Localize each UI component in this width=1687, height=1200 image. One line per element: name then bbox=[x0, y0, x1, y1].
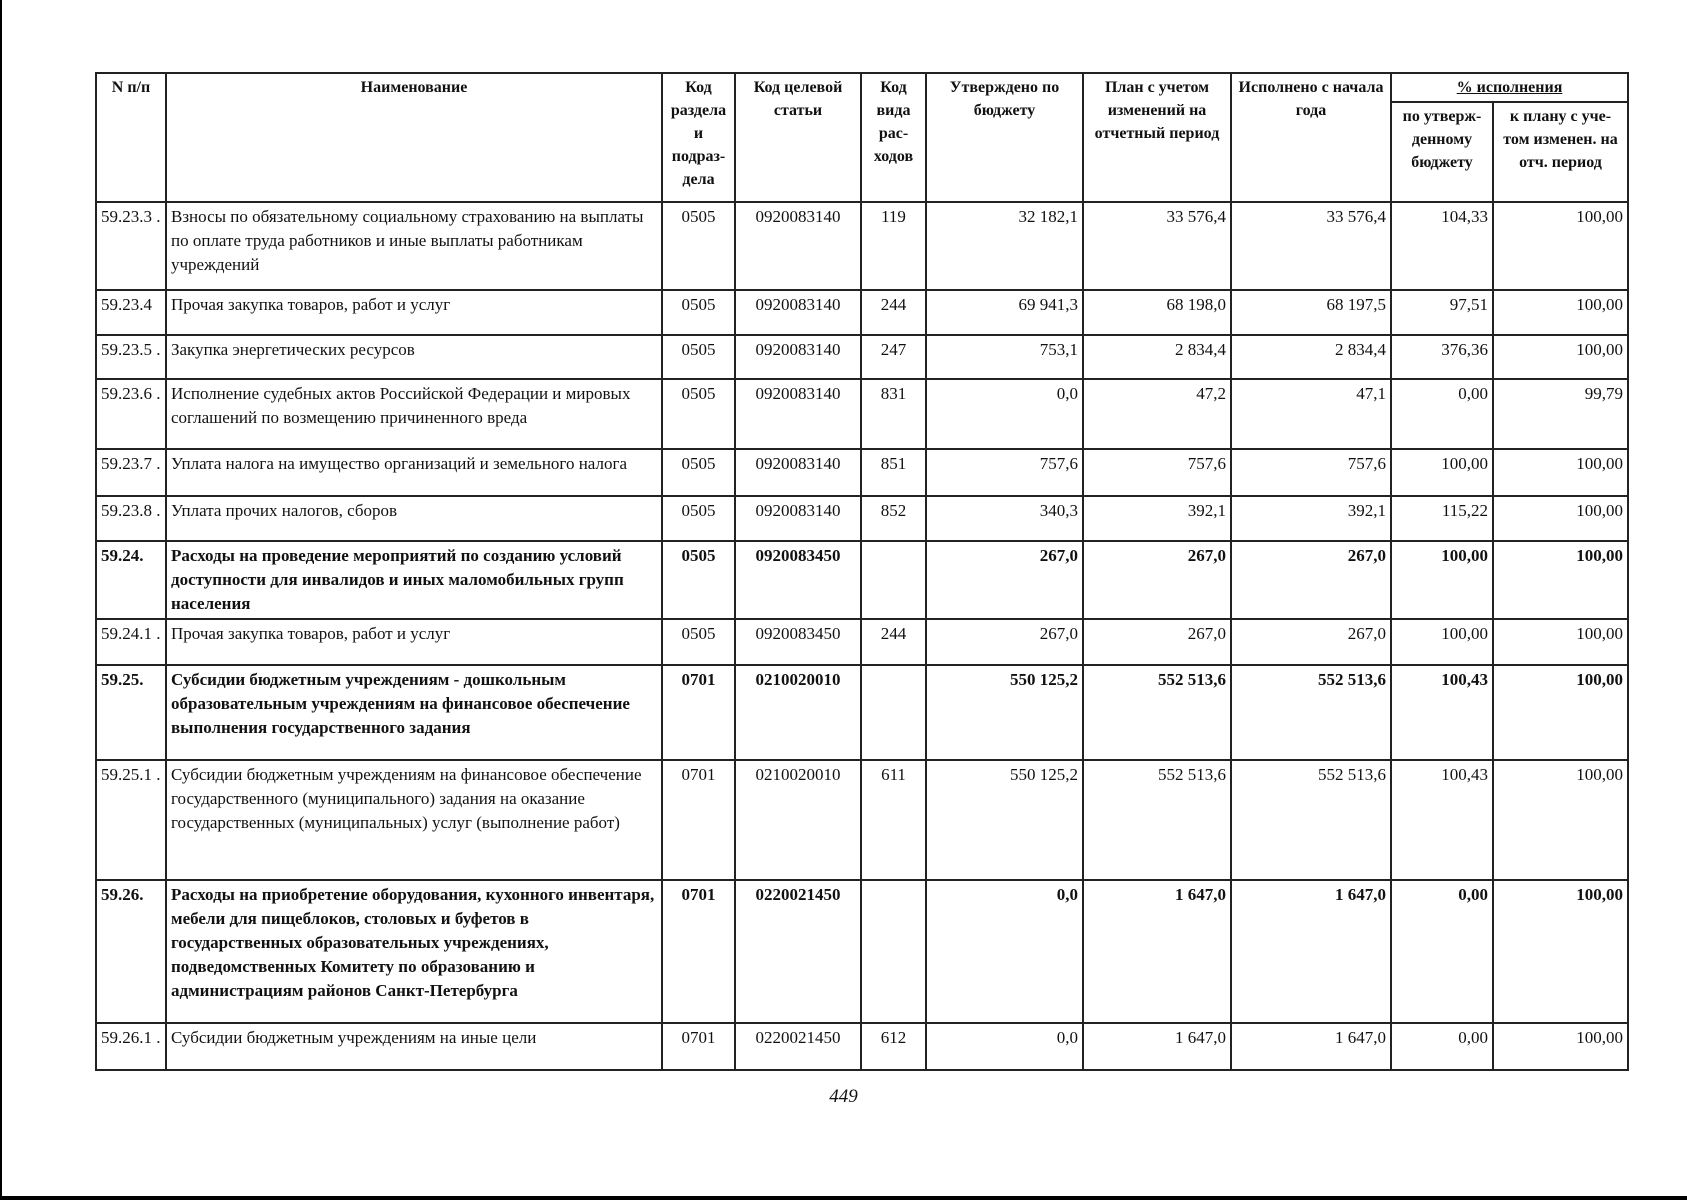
row-executed: 1 647,0 bbox=[1231, 1023, 1391, 1070]
row-section-code: 0505 bbox=[662, 290, 735, 335]
row-name: Субсидии бюджетным учреждениям - дошкольным образовательным учреждениям на финансовое обеспечение выполнения государственного задания bbox=[166, 665, 662, 760]
row-name: Прочая закупка товаров, работ и услуг bbox=[166, 619, 662, 665]
header-target-code: Код целевой статьи bbox=[735, 73, 861, 202]
row-pct-approved: 100,43 bbox=[1391, 665, 1493, 760]
table-row bbox=[96, 1023, 1628, 1070]
header-section-code: Код раздела и подраз-дела bbox=[662, 73, 735, 202]
row-name: Прочая закупка товаров, работ и услуг bbox=[166, 290, 662, 335]
header-name: Наименование bbox=[166, 73, 662, 202]
row-pct-plan: 100,00 bbox=[1493, 619, 1628, 665]
row-number: 59.24.1 . bbox=[96, 619, 166, 665]
header-plan: План с учетом изменений на отчетный период bbox=[1083, 73, 1231, 202]
row-approved: 550 125,2 bbox=[926, 665, 1083, 760]
row-target-code: 0920083450 bbox=[735, 541, 861, 619]
table-row bbox=[96, 449, 1628, 496]
header-num: N п/п bbox=[96, 73, 166, 202]
row-pct-approved: 97,51 bbox=[1391, 290, 1493, 335]
row-pct-plan: 99,79 bbox=[1493, 379, 1628, 449]
row-name: Субсидии бюджетным учреждениям на иные цели bbox=[166, 1023, 662, 1070]
row-pct-approved: 100,00 bbox=[1391, 541, 1493, 619]
row-section-code: 0701 bbox=[662, 880, 735, 1023]
row-number: 59.23.3 . bbox=[96, 202, 166, 290]
row-target-code: 0920083140 bbox=[735, 496, 861, 541]
row-number: 59.26. bbox=[96, 880, 166, 1023]
row-number: 59.23.5 . bbox=[96, 335, 166, 379]
row-pct-plan: 100,00 bbox=[1493, 1023, 1628, 1070]
row-approved: 267,0 bbox=[926, 541, 1083, 619]
row-pct-plan: 100,00 bbox=[1493, 449, 1628, 496]
row-name: Уплата налога на имущество организаций и земельного налога bbox=[166, 449, 662, 496]
row-plan: 68 198,0 bbox=[1083, 290, 1231, 335]
table-row bbox=[96, 619, 1628, 665]
row-plan: 552 513,6 bbox=[1083, 665, 1231, 760]
row-section-code: 0505 bbox=[662, 335, 735, 379]
table-row-subtotal bbox=[96, 541, 1628, 619]
row-target-code: 0920083140 bbox=[735, 379, 861, 449]
row-section-code: 0505 bbox=[662, 379, 735, 449]
row-expense-type bbox=[861, 880, 926, 1023]
row-section-code: 0505 bbox=[662, 202, 735, 290]
row-expense-type bbox=[861, 665, 926, 760]
row-pct-approved: 100,00 bbox=[1391, 449, 1493, 496]
row-plan: 757,6 bbox=[1083, 449, 1231, 496]
row-name: Закупка энергетических ресурсов bbox=[166, 335, 662, 379]
row-plan: 47,2 bbox=[1083, 379, 1231, 449]
row-target-code: 0920083140 bbox=[735, 202, 861, 290]
row-plan: 267,0 bbox=[1083, 619, 1231, 665]
row-target-code: 0920083140 bbox=[735, 449, 861, 496]
row-executed: 267,0 bbox=[1231, 619, 1391, 665]
table-row-subtotal bbox=[96, 665, 1628, 760]
row-approved: 0,0 bbox=[926, 880, 1083, 1023]
scan-border-left bbox=[0, 0, 2, 1200]
row-expense-type: 247 bbox=[861, 335, 926, 379]
row-pct-plan: 100,00 bbox=[1493, 290, 1628, 335]
row-pct-plan: 100,00 bbox=[1493, 496, 1628, 541]
row-executed: 552 513,6 bbox=[1231, 665, 1391, 760]
row-expense-type: 852 bbox=[861, 496, 926, 541]
row-name: Исполнение судебных актов Российской Федерации и мировых соглашений по возмещению причиненного вреда bbox=[166, 379, 662, 449]
row-approved: 267,0 bbox=[926, 619, 1083, 665]
row-plan: 392,1 bbox=[1083, 496, 1231, 541]
row-pct-plan: 100,00 bbox=[1493, 335, 1628, 379]
row-executed: 68 197,5 bbox=[1231, 290, 1391, 335]
row-section-code: 0505 bbox=[662, 619, 735, 665]
table-row bbox=[96, 379, 1628, 449]
row-pct-approved: 376,36 bbox=[1391, 335, 1493, 379]
budget-execution-table bbox=[95, 72, 1629, 1071]
row-number: 59.23.8 . bbox=[96, 496, 166, 541]
row-executed: 2 834,4 bbox=[1231, 335, 1391, 379]
row-approved: 757,6 bbox=[926, 449, 1083, 496]
row-target-code: 0920083140 bbox=[735, 290, 861, 335]
row-approved: 69 941,3 bbox=[926, 290, 1083, 335]
row-section-code: 0505 bbox=[662, 449, 735, 496]
row-plan: 552 513,6 bbox=[1083, 760, 1231, 880]
row-pct-approved: 0,00 bbox=[1391, 1023, 1493, 1070]
row-approved: 550 125,2 bbox=[926, 760, 1083, 880]
row-number: 59.23.6 . bbox=[96, 379, 166, 449]
row-approved: 753,1 bbox=[926, 335, 1083, 379]
table-row bbox=[96, 290, 1628, 335]
row-expense-type: 851 bbox=[861, 449, 926, 496]
row-approved: 0,0 bbox=[926, 379, 1083, 449]
row-target-code: 0210020010 bbox=[735, 665, 861, 760]
row-target-code: 0220021450 bbox=[735, 880, 861, 1023]
row-pct-approved: 104,33 bbox=[1391, 202, 1493, 290]
row-executed: 33 576,4 bbox=[1231, 202, 1391, 290]
row-number: 59.24. bbox=[96, 541, 166, 619]
table-row bbox=[96, 202, 1628, 290]
row-pct-plan: 100,00 bbox=[1493, 202, 1628, 290]
header-approved: Утверждено по бюджету bbox=[926, 73, 1083, 202]
row-executed: 552 513,6 bbox=[1231, 760, 1391, 880]
row-target-code: 0210020010 bbox=[735, 760, 861, 880]
row-section-code: 0505 bbox=[662, 496, 735, 541]
row-number: 59.25.1 . bbox=[96, 760, 166, 880]
row-executed: 267,0 bbox=[1231, 541, 1391, 619]
row-name: Расходы на проведение мероприятий по созданию условий доступности для инвалидов и иных маломобильных групп населения bbox=[166, 541, 662, 619]
scan-border-bottom bbox=[0, 1196, 1687, 1200]
row-expense-type: 244 bbox=[861, 619, 926, 665]
row-number: 59.26.1 . bbox=[96, 1023, 166, 1070]
row-pct-approved: 0,00 bbox=[1391, 379, 1493, 449]
row-pct-plan: 100,00 bbox=[1493, 665, 1628, 760]
row-expense-type: 119 bbox=[861, 202, 926, 290]
row-expense-type: 612 bbox=[861, 1023, 926, 1070]
row-name: Расходы на приобретение оборудования, кухонного инвентаря, мебели для пищеблоков, столовых и буфетов в государственных образовательных учреждениях, подведомственных Комитету по образованию и администрациям районов Санкт-Петербурга bbox=[166, 880, 662, 1023]
table-header bbox=[96, 73, 1628, 202]
row-name: Уплата прочих налогов, сборов bbox=[166, 496, 662, 541]
page-number: 449 bbox=[829, 1086, 858, 1107]
row-name: Субсидии бюджетным учреждениям на финансовое обеспечение государственного (муниципального) задания на оказание государственных (муниципальных) услуг (выполнение работ) bbox=[166, 760, 662, 880]
row-pct-approved: 115,22 bbox=[1391, 496, 1493, 541]
row-section-code: 0701 bbox=[662, 665, 735, 760]
row-target-code: 0920083450 bbox=[735, 619, 861, 665]
row-expense-type: 831 bbox=[861, 379, 926, 449]
row-plan: 33 576,4 bbox=[1083, 202, 1231, 290]
row-plan: 1 647,0 bbox=[1083, 880, 1231, 1023]
row-approved: 32 182,1 bbox=[926, 202, 1083, 290]
row-pct-plan: 100,00 bbox=[1493, 880, 1628, 1023]
row-executed: 1 647,0 bbox=[1231, 880, 1391, 1023]
row-approved: 340,3 bbox=[926, 496, 1083, 541]
table-row bbox=[96, 496, 1628, 541]
row-plan: 2 834,4 bbox=[1083, 335, 1231, 379]
row-pct-plan: 100,00 bbox=[1493, 541, 1628, 619]
row-target-code: 0220021450 bbox=[735, 1023, 861, 1070]
row-pct-approved: 0,00 bbox=[1391, 880, 1493, 1023]
row-expense-type bbox=[861, 541, 926, 619]
row-approved: 0,0 bbox=[926, 1023, 1083, 1070]
header-executed: Исполнено с начала года bbox=[1231, 73, 1391, 202]
table-row bbox=[96, 760, 1628, 880]
row-section-code: 0701 bbox=[662, 1023, 735, 1070]
row-executed: 392,1 bbox=[1231, 496, 1391, 541]
row-number: 59.25. bbox=[96, 665, 166, 760]
row-number: 59.23.4 bbox=[96, 290, 166, 335]
header-pct-plan: к плану с уче-том изменен. на отч. период bbox=[1493, 102, 1628, 202]
row-executed: 47,1 bbox=[1231, 379, 1391, 449]
row-executed: 757,6 bbox=[1231, 449, 1391, 496]
row-pct-plan: 100,00 bbox=[1493, 760, 1628, 880]
row-pct-approved: 100,43 bbox=[1391, 760, 1493, 880]
header-percent-group: % исполнения bbox=[1391, 73, 1628, 102]
row-target-code: 0920083140 bbox=[735, 335, 861, 379]
row-pct-approved: 100,00 bbox=[1391, 619, 1493, 665]
row-plan: 1 647,0 bbox=[1083, 1023, 1231, 1070]
table-body bbox=[96, 202, 1628, 1070]
table-row bbox=[96, 335, 1628, 379]
row-number: 59.23.7 . bbox=[96, 449, 166, 496]
row-section-code: 0505 bbox=[662, 541, 735, 619]
header-expense-type-code: Код вида рас-ходов bbox=[861, 73, 926, 202]
row-section-code: 0701 bbox=[662, 760, 735, 880]
row-plan: 267,0 bbox=[1083, 541, 1231, 619]
table-row-subtotal bbox=[96, 880, 1628, 1023]
row-expense-type: 611 bbox=[861, 760, 926, 880]
row-expense-type: 244 bbox=[861, 290, 926, 335]
row-name: Взносы по обязательному социальному страхованию на выплаты по оплате труда работников и иные выплаты работникам учреждений bbox=[166, 202, 662, 290]
header-pct-approved: по утверж-денному бюджету bbox=[1391, 102, 1493, 202]
